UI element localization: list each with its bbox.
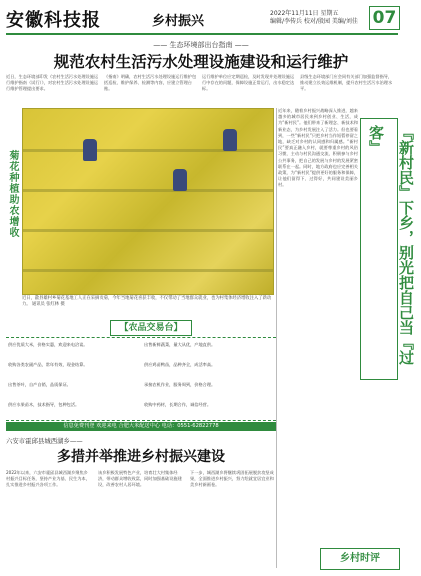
opinion-body: 近年来，随着乡村振兴战略深入推进，越来越多的城市居民来到乡村创业、生活，成为“新村民”。他们带来了新理念、新技术和新业态，为乡村发展注入了活力。但也要看到，一些“新村民”只把乡村当作短暂停留之地，缺乏对乡村的认同感和归属感。“新村民”要真正融入乡村，就要尊重乡村的风俗习惯，主动与村民沟通交流，积极参与乡村公共事务，把自己的发展与乡村的发展紧密联系在一起。同时，地方政府也应完善相关政策，为“新村民”提供更好的服务和保障，让他们留得下、过得好，共同建设美丽乡村。 <box>278 108 358 188</box>
ad-item: 供应水果苗木，技术指导，包种包活。 <box>8 402 80 407</box>
second-article-headline: 多措并举推进乡村振兴建设 <box>57 449 225 465</box>
article-column: 《指南》明确，农村生活污水处理设施运行维护包括巡检、维护保养、检测等内容，应建立管理台账。 <box>104 74 197 91</box>
article-column: 2022年以来，六安市霍邱县城西湖乡聚焦乡村振兴目标任务，坚持产业为基、民生为本，扎实推进乡村振兴各项工作。 <box>6 470 90 488</box>
section-title: 乡村振兴 <box>152 14 205 29</box>
classified-ads <box>6 337 276 421</box>
ads-banner: 信息免费刊登 欢迎来电 合肥大米配送中心 电话：0551-62822778 <box>6 422 276 431</box>
article-column: 运行维护单位应定期巡检，及时发现并处理设施运行中存在的问题，保障设施正常运行，出水稳定达标。 <box>202 74 295 91</box>
main-article-body <box>6 74 398 104</box>
photo-caption: 近日，歙县雄村乡菊花基地工人正在采摘贡菊，今年当地菊花喜获丰收，不仅带动了当地群众就业，也为村集体经济增收注入了新动力。 通讯员 张红林 摄 <box>22 296 272 307</box>
main-kicker: —— 生态环境部出台指南 —— <box>153 41 249 49</box>
ad-item: 出售新鲜蔬菜，量大从优，产地直供。 <box>144 342 216 347</box>
column-divider <box>276 108 277 568</box>
article-column: 近日，生态环境部印发《农村生活污水处理设施运行维护指南（试行）》，对农村生活污水处理设施运行维护管理提出要求。 <box>6 74 99 91</box>
ad-item: 收购各类农副产品，常年有效，现金结算。 <box>8 362 88 367</box>
column-tag <box>320 548 400 570</box>
chrysanthemum-field-photo <box>22 108 274 295</box>
ad-item: 供应鸡苗鸭苗，品种齐全，成活率高。 <box>144 362 216 367</box>
second-article-subtitle: 六安市霍邱县城西湖乡—— <box>6 437 83 445</box>
second-article-body <box>6 470 276 570</box>
masthead-rule <box>6 33 398 35</box>
ad-item: 收购中药材，长期合作，诚信经营。 <box>144 402 212 407</box>
article-column: 该乡积极发展特色产业，培育壮大村集体经济，带动群众增收致富，同时加强基础设施建设，改善农村人居环境。 <box>98 470 182 488</box>
editor-credits: 编辑/李传兵 校对/殷园 美编/刘佳 <box>270 18 358 25</box>
dateline <box>270 10 365 26</box>
column-tag-label: 乡村时评 <box>340 553 380 564</box>
opinion-vertical-headline <box>360 118 415 380</box>
issue-date: 2022年11月11日 星期五 <box>270 10 339 17</box>
ad-item: 供应优质大米，价格实惠，欢迎来电洽谈。 <box>8 342 88 347</box>
ads-section-title: 【农品交易台】 <box>110 320 192 336</box>
article-column: 县级生态环境部门应会同有关部门加强监督指导，推动建立长效运维机制，提升农村生活污水治理水平。 <box>300 74 393 91</box>
main-headline: 规范农村生活污水处理设施建设和运行维护 <box>53 52 349 71</box>
newspaper-logo: 安徽科技报 <box>6 10 101 31</box>
ad-item: 承接农机作业，服务周到，价格合理。 <box>144 382 216 387</box>
opinion-headline-text: 『新村民』下乡，别光把自己当『过客』 <box>367 125 415 365</box>
page-number: 07 <box>369 6 400 30</box>
article-column: 下一步，城西湖乡将继续巩固拓展脱贫攻坚成果，全面推进乡村振兴，努力绘就宜居宜业和美乡村新画卷。 <box>190 470 274 488</box>
masthead <box>0 0 402 34</box>
photo-story-title: 菊花种植助农增收 <box>7 150 18 238</box>
ad-item: 出售茶叶，自产自销，品质保证。 <box>8 382 71 387</box>
